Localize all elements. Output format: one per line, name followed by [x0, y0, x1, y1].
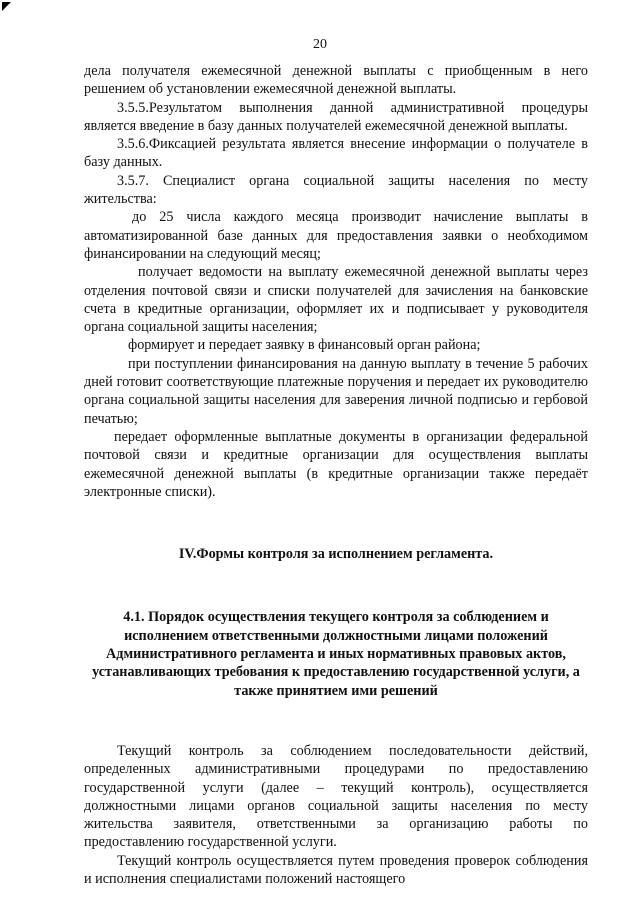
- page-number: 20: [313, 37, 327, 52]
- section-heading-4-1: 4.1. Порядок осуществления текущего контроля за соблюдением и исполнением ответственными должностными лицами положений Административного регламента и иных нормативных правовых актов, устанавливающих требования к предоставлению государственной услуги, а также принятием ими решений: [92, 609, 580, 699]
- paragraph-3-5-7: 3.5.7. Специалист органа социальной защиты населения по месту жительства:: [84, 172, 588, 208]
- scan-corner-mark: [2, 2, 11, 11]
- paragraph: дела получателя ежемесячной денежной выплаты с приобщенным в него решением об установлении ежемесячной денежной выплаты.: [84, 63, 588, 98]
- paragraph-current-control: Текущий контроль за соблюдением последовательности действий, определенных административными процедурами по предоставлению государственной услуги (далее – текущий контроль), осуществляется должностными лицами органов социальной защиты населения по месту жительства заявителя, ответственными за организацию работы по предоставлению государственной услуги.: [84, 742, 588, 851]
- section-heading-iv: IV.Формы контроля за исполнением регламента.: [178, 546, 494, 563]
- paragraph-3-5-6: 3.5.6.Фиксацией результата является внесение информации о получателе в базу данных.: [84, 136, 588, 171]
- list-item-receives: получает ведомости на выплату ежемесячной денежной выплаты через отделения почтовой связи и списки получателей для зачисления на банковские счета в кредитные организации, оформляет их и подписывает у руководителя органа социальной защиты населения;: [84, 264, 588, 336]
- document-page: [84, 62, 588, 888]
- list-item-accrual: до 25 числа каждого месяца производит начисление выплаты в автоматизированной базе данных для предоставления заявки о необходимом финансировании на следующий месяц;: [84, 209, 588, 262]
- list-item-funding: при поступлении финансирования на данную выплату в течение 5 рабочих дней готовит соответствующие платежные поручения и передает их руководителю органа социальной защиты населения для заверения личной подписью и гербовой печатью;: [84, 355, 588, 427]
- list-item-forms-request: формирует и передает заявку в финансовый орган района;: [128, 337, 481, 354]
- paragraph-control-method: Текущий контроль осуществляется путем проведения проверок соблюдения и исполнения специалистами положений настоящего: [84, 852, 588, 887]
- list-item-transfers: передает оформленные выплатные документы в организации федеральной почтовой связи и кредитные организации для осуществления выплаты ежемесячной денежной выплаты (в кредитные организации также передаёт электронные списки).: [84, 428, 588, 500]
- paragraph-3-5-5: 3.5.5.Результатом выполнения данной административной процедуры является введение в базу данных получателей ежемесячной денежной выплаты.: [84, 99, 588, 134]
